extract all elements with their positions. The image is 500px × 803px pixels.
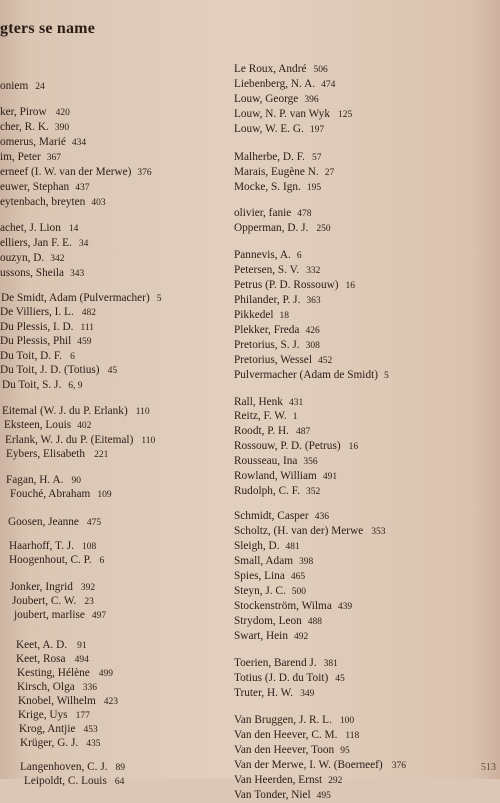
entry-author-name: Keet, A. D. xyxy=(16,639,68,651)
entry-page-reference: 90 xyxy=(71,476,81,486)
left-index-entry xyxy=(8,516,101,530)
entry-author-name: Kesting, Hélène xyxy=(17,667,90,679)
left-index-entry xyxy=(0,151,61,165)
entry-author-name: Leipoldt, C. Louis xyxy=(24,775,107,787)
entry-author-name: cher, R. K. xyxy=(0,121,49,133)
left-index-entry xyxy=(0,106,70,120)
right-index-entry xyxy=(234,166,334,180)
entry-author-name: Krige, Uys xyxy=(18,709,68,721)
entry-page-reference: 125 xyxy=(337,110,353,120)
entry-page-reference: 356 xyxy=(303,457,318,467)
right-index-entry xyxy=(234,339,320,353)
entry-page-reference: 108 xyxy=(81,542,97,552)
entry-author-name: Strydom, Leon xyxy=(234,615,302,627)
entry-author-name: Du Toit, S. J. xyxy=(2,379,62,391)
entry-page-reference: 475 xyxy=(86,518,102,528)
right-index-entry xyxy=(234,714,354,728)
left-index-entry xyxy=(1,292,161,306)
left-index-entry xyxy=(6,474,81,488)
entry-author-name: oniem xyxy=(0,80,29,92)
entry-page-reference: 343 xyxy=(70,269,85,279)
entry-author-name: Sleigh, D. xyxy=(234,540,280,552)
entry-author-name: Jonker, Ingrid xyxy=(10,581,73,593)
entry-page-reference: 492 xyxy=(293,632,309,642)
entry-author-name: Kirsch, Olga xyxy=(17,681,75,693)
entry-page-reference: 6 xyxy=(99,556,105,566)
left-index-entry xyxy=(18,695,118,709)
entry-page-reference: 221 xyxy=(94,450,109,460)
entry-page-reference: 436 xyxy=(314,512,329,522)
entry-page-reference: 292 xyxy=(328,776,343,786)
right-index-entry xyxy=(234,181,321,195)
left-index-entry xyxy=(0,121,69,135)
entry-author-name: Knobel, Wilhelm xyxy=(18,695,96,707)
entry-page-reference: 435 xyxy=(86,739,101,749)
entry-page-reference: 89 xyxy=(115,763,126,773)
entry-author-name: Goosen, Jeanne xyxy=(8,516,79,528)
entry-page-reference: 396 xyxy=(304,95,319,105)
entry-author-name: Van Heerden, Ernst xyxy=(234,774,323,786)
left-index-entry xyxy=(0,252,65,266)
entry-page-reference: 474 xyxy=(321,80,336,90)
right-index-entry xyxy=(234,729,359,743)
entry-author-name: joubert, marlise xyxy=(14,609,85,621)
entry-author-name: Truter, H. W. xyxy=(234,687,294,699)
left-index-entry xyxy=(0,350,75,364)
entry-page-reference: 57 xyxy=(311,153,322,163)
left-index-entry xyxy=(18,709,90,723)
entry-author-name: Scholtz, (H. van der) Merwe xyxy=(234,525,364,537)
right-index-entry xyxy=(234,759,406,773)
entry-page-reference: 342 xyxy=(50,254,65,264)
right-index-entry xyxy=(234,264,320,278)
right-index-entry xyxy=(234,410,298,424)
entry-page-reference: 197 xyxy=(309,125,325,135)
left-index-entry xyxy=(6,448,108,462)
left-index-entry xyxy=(5,434,155,448)
entry-author-name: Rall, Henk xyxy=(234,396,283,408)
entry-author-name: ker, Pirow xyxy=(0,106,47,118)
entry-author-name: Totius (J. D. du Toit) xyxy=(234,672,329,684)
entry-page-reference: 195 xyxy=(306,183,322,193)
entry-author-name: elliers, Jan F. E. xyxy=(0,237,72,249)
left-index-entry xyxy=(0,222,78,236)
entry-author-name: Haarhoff, T. J. xyxy=(9,540,74,552)
entry-author-name: Van den Heever, Toon xyxy=(234,744,335,756)
entry-page-reference: 110 xyxy=(141,436,156,446)
right-index-entry xyxy=(234,63,328,77)
entry-page-reference: 23 xyxy=(84,597,94,607)
right-index-entry xyxy=(234,369,389,383)
entry-page-reference: 488 xyxy=(307,617,323,627)
entry-page-reference: 332 xyxy=(306,266,321,276)
right-index-entry xyxy=(234,540,300,554)
entry-page-reference: 453 xyxy=(83,725,98,735)
entry-author-name: Van Tonder, Niel xyxy=(234,789,311,801)
entry-page-reference: 6, 9 xyxy=(68,381,83,391)
entry-page-reference: 349 xyxy=(300,689,315,699)
entry-page-reference: 18 xyxy=(279,311,290,321)
right-index-entry xyxy=(234,744,350,758)
entry-author-name: De Villiers, I. L. xyxy=(0,306,74,318)
left-index-entry xyxy=(0,181,89,195)
entry-author-name: achet, J. Lion xyxy=(0,222,61,234)
entry-author-name: Louw, N. P. van Wyk xyxy=(234,108,330,120)
entry-page-reference: 439 xyxy=(337,602,353,612)
entry-page-reference: 465 xyxy=(290,572,306,582)
entry-page-reference: 376 xyxy=(391,761,406,771)
right-index-entry xyxy=(234,510,329,524)
left-index-entry xyxy=(19,723,98,737)
entry-page-reference: 363 xyxy=(306,296,321,306)
left-index-entry xyxy=(9,540,96,554)
entry-author-name: Spies, Lina xyxy=(234,570,285,582)
entry-page-reference: 45 xyxy=(107,366,118,376)
entry-author-name: Opperman, D. J. xyxy=(234,222,309,234)
entry-author-name: Stockenström, Wilma xyxy=(234,600,332,612)
entry-page-reference: 45 xyxy=(335,674,345,684)
left-index-entry xyxy=(24,775,124,789)
entry-page-reference: 5 xyxy=(384,371,389,381)
entry-page-reference: 177 xyxy=(75,711,90,721)
left-index-entry xyxy=(0,196,106,210)
entry-author-name: Hoogenhout, C. P. xyxy=(9,554,92,566)
entry-author-name: ouzyn, D. xyxy=(0,252,45,264)
entry-page-reference: 491 xyxy=(322,472,338,482)
entry-page-reference: 16 xyxy=(348,442,359,452)
entry-author-name: Du Toit, D. F. xyxy=(0,350,63,362)
left-index-entry xyxy=(0,321,94,335)
entry-page-reference: 478 xyxy=(297,209,312,219)
right-index-entry xyxy=(234,555,313,569)
entry-author-name: Mocke, S. Ign. xyxy=(234,181,301,193)
entry-page-reference: 392 xyxy=(80,583,96,593)
entry-author-name: Keet, Rosa xyxy=(16,653,66,665)
entry-page-reference: 24 xyxy=(35,82,45,92)
entry-author-name: Roodt, P. H. xyxy=(234,425,289,437)
entry-author-name: Rowland, William xyxy=(234,470,317,482)
right-index-entry xyxy=(234,630,308,644)
entry-page-reference: 459 xyxy=(77,337,92,347)
page-number: 513 xyxy=(481,762,496,773)
entry-page-reference: 434 xyxy=(71,138,87,148)
entry-page-reference: 5 xyxy=(156,294,162,304)
left-index-entry xyxy=(0,80,45,94)
entry-page-reference: 487 xyxy=(295,427,311,437)
right-index-entry xyxy=(234,615,322,629)
entry-page-reference: 109 xyxy=(97,490,112,500)
entry-author-name: Joubert, C. W. xyxy=(12,595,77,607)
right-index-entry xyxy=(234,440,358,454)
entry-author-name: Liebenberg, N. A. xyxy=(234,78,316,90)
entry-page-reference: 499 xyxy=(98,669,114,679)
right-index-entry xyxy=(234,570,305,584)
entry-author-name: Erlank, W. J. du P. (Eitemal) xyxy=(5,434,134,446)
right-index-entry xyxy=(234,789,331,803)
right-index-entry xyxy=(234,93,319,107)
right-index-entry xyxy=(234,324,320,338)
entry-page-reference: 64 xyxy=(114,777,125,787)
entry-page-reference: 367 xyxy=(46,153,62,163)
right-index-entry xyxy=(234,78,335,92)
right-index-entry xyxy=(234,222,331,236)
entry-page-reference: 95 xyxy=(340,746,350,756)
entry-author-name: Marais, Eugène N. xyxy=(234,166,319,178)
left-index-entry xyxy=(20,737,100,751)
entry-page-reference: 1 xyxy=(292,412,298,422)
entry-author-name: Reitz, F. W. xyxy=(234,410,287,422)
left-index-entry xyxy=(0,364,117,378)
entry-author-name: Philander, P. J. xyxy=(234,294,301,306)
left-index-entry xyxy=(0,306,96,320)
entry-page-reference: 250 xyxy=(316,224,331,234)
right-index-entry xyxy=(234,585,306,599)
entry-author-name: Plekker, Freda xyxy=(234,324,300,336)
right-index-entry xyxy=(234,123,324,137)
entry-author-name: erneef (I. W. van der Merwe) xyxy=(0,166,132,178)
entry-page-reference: 494 xyxy=(74,655,89,665)
right-index-entry xyxy=(234,657,338,671)
right-index-entry xyxy=(234,455,318,469)
right-index-entry xyxy=(234,672,345,686)
right-index-entry xyxy=(234,687,314,701)
entry-author-name: Schmidt, Casper xyxy=(234,510,309,522)
entry-author-name: Toerien, Barend J. xyxy=(234,657,317,669)
entry-page-reference: 423 xyxy=(103,697,119,707)
right-index-entry xyxy=(234,279,355,293)
left-index-entry xyxy=(0,166,152,180)
entry-author-name: Le Roux, André xyxy=(234,63,307,75)
entry-page-reference: 402 xyxy=(77,421,92,431)
entry-author-name: olivier, fanie xyxy=(234,207,292,219)
entry-author-name: Steyn, J. C. xyxy=(234,585,286,597)
entry-author-name: Malherbe, D. F. xyxy=(234,151,305,163)
entry-author-name: Fagan, H. A. xyxy=(6,474,64,486)
entry-page-reference: 495 xyxy=(316,791,331,801)
entry-author-name: Eitemal (W. J. du P. Erlank) xyxy=(2,405,128,417)
right-index-entry xyxy=(234,309,289,323)
entry-author-name: Langenhoven, C. J. xyxy=(20,761,108,773)
right-index-entry xyxy=(234,470,337,484)
entry-page-reference: 481 xyxy=(285,542,300,552)
entry-author-name: Pretorius, Wessel xyxy=(234,354,312,366)
entry-author-name: Pretorius, S. J. xyxy=(234,339,300,351)
left-index-entry xyxy=(0,335,92,349)
entry-author-name: Swart, Hein xyxy=(234,630,288,642)
entry-author-name: Louw, W. E. G. xyxy=(234,123,304,135)
entry-author-name: Pannevis, A. xyxy=(234,249,291,261)
left-index-entry xyxy=(14,609,106,623)
entry-page-reference: 110 xyxy=(135,407,150,417)
entry-page-reference: 111 xyxy=(80,323,94,333)
right-index-entry xyxy=(234,600,352,614)
entry-author-name: Eksteen, Louis xyxy=(4,419,72,431)
entry-author-name: Pikkedel xyxy=(234,309,274,321)
right-index-entry xyxy=(234,425,310,439)
entry-page-reference: 91 xyxy=(77,641,87,651)
left-index-entry xyxy=(17,681,97,695)
entry-page-reference: 403 xyxy=(91,198,106,208)
entry-page-reference: 506 xyxy=(313,65,328,75)
entry-page-reference: 376 xyxy=(137,168,152,178)
entry-page-reference: 497 xyxy=(91,611,107,621)
entry-page-reference: 100 xyxy=(339,716,355,726)
left-index-entry xyxy=(10,488,112,502)
entry-page-reference: 500 xyxy=(291,587,307,597)
left-index-entry xyxy=(2,379,83,393)
right-index-entry xyxy=(234,774,342,788)
entry-page-reference: 426 xyxy=(305,326,320,336)
entry-author-name: Fouché, Abraham xyxy=(10,488,91,500)
entry-page-reference: 6 xyxy=(296,251,302,261)
right-index-entry xyxy=(234,396,303,410)
left-index-entry xyxy=(2,405,150,419)
right-index-entry xyxy=(234,207,312,221)
entry-page-reference: 420 xyxy=(55,108,70,118)
right-index-entry xyxy=(234,354,332,368)
left-index-entry xyxy=(16,653,89,667)
entry-author-name: Eybers, Elisabeth xyxy=(6,448,86,460)
left-index-entry xyxy=(10,581,95,595)
entry-page-reference: 34 xyxy=(78,239,89,249)
left-index-entry xyxy=(9,554,104,568)
right-index-entry xyxy=(234,294,321,308)
entry-page-reference: 308 xyxy=(305,341,320,351)
entry-author-name: eytenbach, breyten xyxy=(0,196,86,208)
entry-page-reference: 431 xyxy=(288,398,304,408)
entry-author-name: Krüger, G. J. xyxy=(20,737,79,749)
left-index-entry xyxy=(0,136,86,150)
entry-author-name: Du Plessis, Phil xyxy=(0,335,72,347)
entry-page-reference: 27 xyxy=(324,168,335,178)
right-index-entry xyxy=(234,108,352,122)
entry-page-reference: 398 xyxy=(299,557,314,567)
left-index-entry xyxy=(16,639,87,653)
entry-page-reference: 452 xyxy=(317,356,333,366)
entry-page-reference: 16 xyxy=(345,281,356,291)
entry-author-name: Du Toit, J. D. (Totius) xyxy=(0,364,100,376)
left-index-entry xyxy=(20,761,125,775)
entry-author-name: Van der Merwe, I. W. (Boerneef) xyxy=(234,759,383,771)
entry-page-reference: 381 xyxy=(323,659,338,669)
entry-author-name: Rossouw, P. D. (Petrus) xyxy=(234,440,341,452)
entry-author-name: im, Peter xyxy=(0,151,41,163)
entry-page-reference: 437 xyxy=(75,183,90,193)
entry-page-reference: 482 xyxy=(81,308,97,318)
left-index-entry xyxy=(4,419,91,433)
entry-page-reference: 118 xyxy=(345,731,360,741)
entry-page-reference: 352 xyxy=(305,487,321,497)
right-index-entry xyxy=(234,525,386,539)
entry-author-name: Pulvermacher (Adam de Smidt) xyxy=(234,369,378,381)
entry-author-name: euwer, Stephan xyxy=(0,181,70,193)
left-index-entry xyxy=(0,237,88,251)
entry-page-reference: 336 xyxy=(82,683,97,693)
left-index-entry xyxy=(17,667,113,681)
right-index-entry xyxy=(234,485,320,499)
page-heading: gters se name xyxy=(0,20,96,37)
entry-author-name: Krog, Antjie xyxy=(19,723,76,735)
entry-author-name: Van den Heever, C. M. xyxy=(234,729,338,741)
entry-page-reference: 390 xyxy=(54,123,70,133)
entry-author-name: Louw, George xyxy=(234,93,299,105)
entry-author-name: De Smidt, Adam (Pulvermacher) xyxy=(1,292,150,304)
entry-author-name: Petersen, S. V. xyxy=(234,264,300,276)
left-index-entry xyxy=(12,595,94,609)
entry-page-reference: 353 xyxy=(371,527,386,537)
entry-author-name: Small, Adam xyxy=(234,555,293,567)
right-index-entry xyxy=(234,249,302,263)
entry-author-name: Petrus (P. D. Rossouw) xyxy=(234,279,339,291)
entry-author-name: Rudolph, C. F. xyxy=(234,485,300,497)
left-index-entry xyxy=(0,267,84,281)
entry-author-name: omerus, Marié xyxy=(0,136,66,148)
entry-author-name: Van Bruggen, J. R. L. xyxy=(234,714,332,726)
entry-author-name: ussons, Sheila xyxy=(0,267,65,279)
entry-author-name: Rousseau, Ina xyxy=(234,455,298,467)
entry-page-reference: 14 xyxy=(68,224,79,234)
entry-page-reference: 6 xyxy=(70,352,75,362)
right-index-entry xyxy=(234,151,321,165)
entry-author-name: Du Plessis, I. D. xyxy=(0,321,74,333)
